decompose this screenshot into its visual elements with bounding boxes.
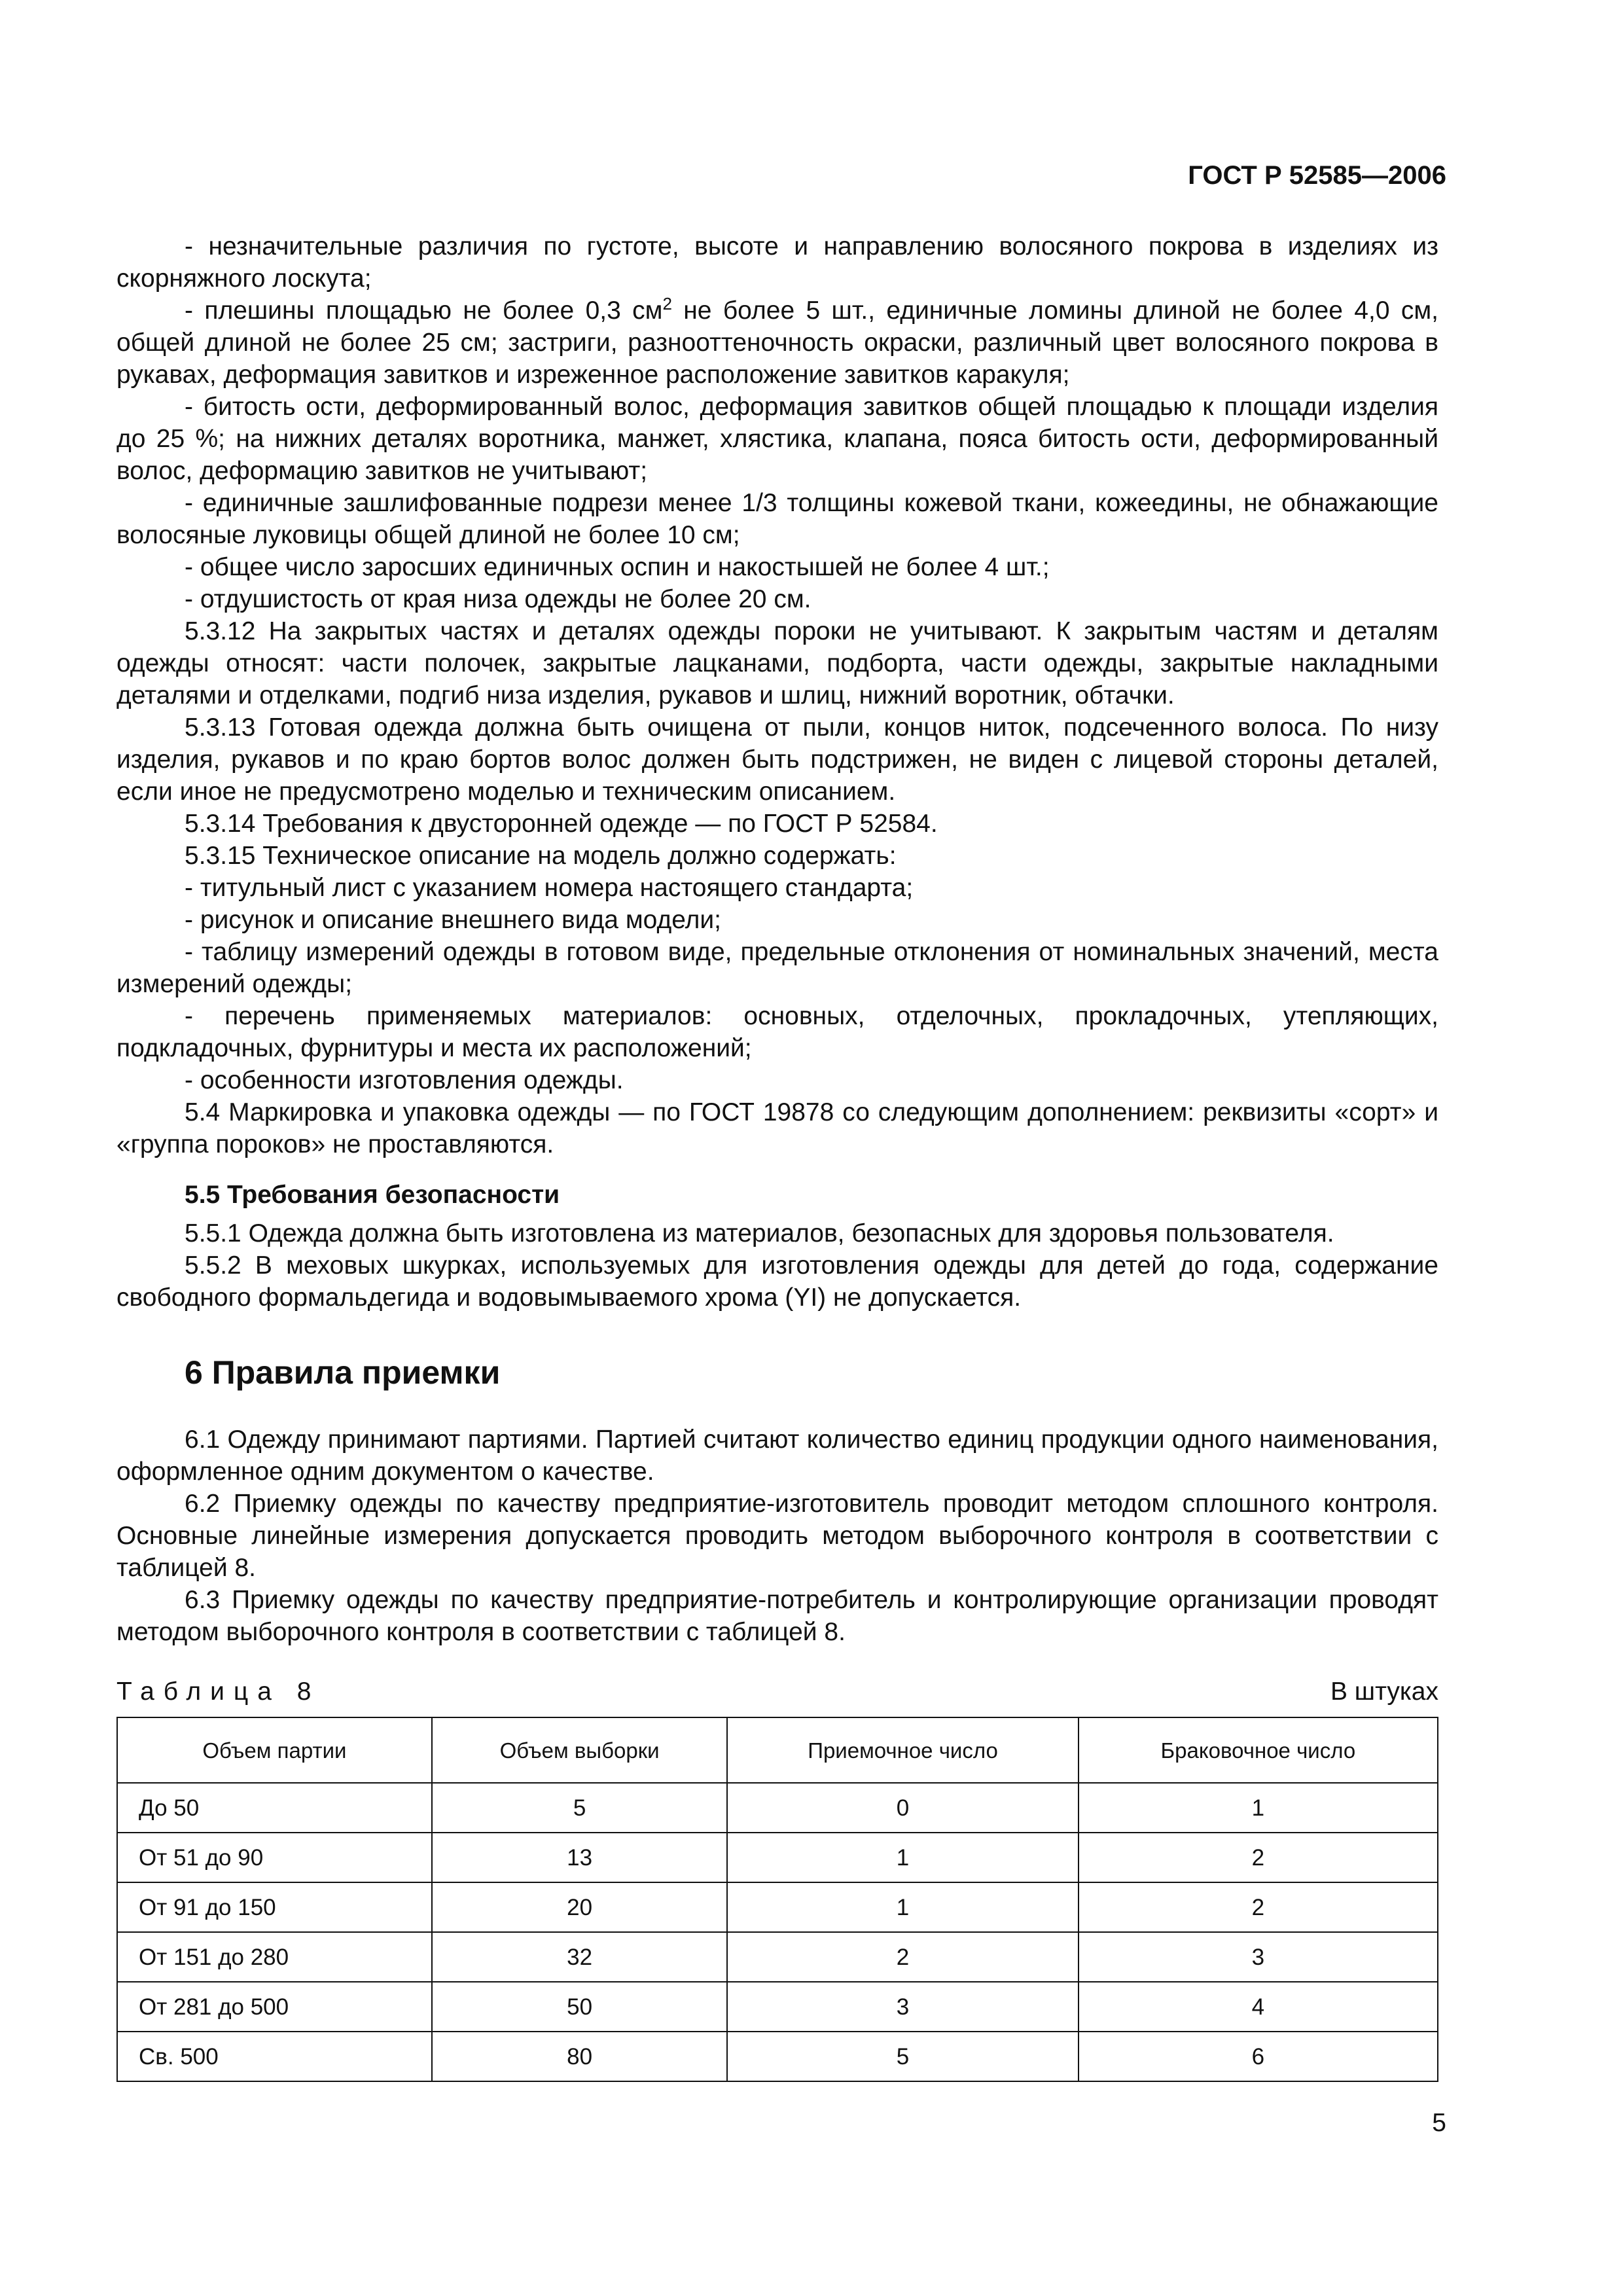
paragraph: 6.2 Приемку одежды по качеству предприятие-изготовитель проводит методом сплошного контроля. Основные линейные измерения допускается проводить методом выборочного контроля в соответствии с таблицей 8. xyxy=(116,1490,1438,1582)
paragraph: 5.3.13 Готовая одежда должна быть очищена от пыли, концов ниток, подсеченного волоса. По низу изделия, рукавов и по краю бортов волос должен быть подстрижен, не виден с лицевой стороны деталей, если иное не предусмотрено моделью и техническим описанием. xyxy=(116,713,1438,806)
table-row xyxy=(117,1932,1438,1982)
table-cell: 4 xyxy=(1079,1982,1438,2032)
table-units: В штуках xyxy=(1330,1677,1438,1706)
table-cell: От 51 до 90 xyxy=(117,1833,432,1882)
superscript: 2 xyxy=(662,294,672,314)
table-cell: 1 xyxy=(1079,1783,1438,1833)
table-cell: 50 xyxy=(432,1982,728,2032)
paragraph: 6.3 Приемку одежды по качеству предприятие-потребитель и контролирующие организации проводят методом выборочного контроля в соответствии с таблицей 8. xyxy=(116,1586,1438,1646)
page-number: 5 xyxy=(1432,2109,1446,2137)
paragraph: 5.5.1 Одежда должна быть изготовлена из материалов, безопасных для здоровья пользователя. xyxy=(185,1219,1334,1247)
table-header-row xyxy=(117,1717,1438,1783)
column-header: Приемочное число xyxy=(727,1717,1078,1783)
paragraph: - таблицу измерений одежды в готовом виде, предельные отклонения от номинальных значений, места измерений одежды; xyxy=(116,938,1438,998)
table-cell: 32 xyxy=(432,1932,728,1982)
column-header: Браковочное число xyxy=(1079,1717,1438,1783)
table-cell: 6 xyxy=(1079,2032,1438,2081)
paragraph-text: - плешины площадью не более 0,3 см xyxy=(185,296,663,325)
table-cell: 5 xyxy=(432,1783,728,1833)
table-cell: 80 xyxy=(432,2032,728,2081)
column-header: Объем выборки xyxy=(432,1717,728,1783)
paragraph: 5.4 Маркировка и упаковка одежды — по ГОСТ 19878 со следующим дополнением: реквизиты «сорт» и «группа пороков» не проставляются. xyxy=(116,1098,1438,1158)
paragraph: 5.3.15 Техническое описание на модель должно содержать: xyxy=(185,842,897,870)
table-cell: 20 xyxy=(432,1882,728,1932)
paragraph: - общее число заросших единичных оспин и накостышей не более 4 шт.; xyxy=(185,553,1050,581)
table-row xyxy=(117,2032,1438,2081)
table-cell: 3 xyxy=(727,1982,1078,2032)
document-body xyxy=(116,230,1438,2082)
table-caption: Таблица 8 xyxy=(116,1677,321,1706)
paragraph: - титульный лист с указанием номера настоящего стандарта; xyxy=(185,874,914,902)
paragraph: 5.3.12 На закрытых частях и деталях одежды пороки не учитывают. К закрытым частям и деталям одежды относят: части полочек, закрытые лацканами, подборта, части одежды, закрытые накладными деталями и отделками, подгиб низа изделия, рукавов и шлиц, нижний воротник, обтачки. xyxy=(116,617,1438,709)
paragraph: 5.5.2 В меховых шкурках, используемых для изготовления одежды для детей до года, содержание свободного формальдегида и водовымываемого хрома (YI) не допускается. xyxy=(116,1251,1438,1312)
paragraph-text: не более 5 шт., единичные ломины длиной не более 4,0 см, общей длиной не более 25 см; застриги, разнооттеночность окраски, различный цвет волосяного покрова в рукавах, деформация завитков и изреженное расположение завитков каракуля; xyxy=(116,296,1438,389)
table-cell: 5 xyxy=(727,2032,1078,2081)
table-cell: 3 xyxy=(1079,1932,1438,1982)
acceptance-table xyxy=(116,1717,1438,2082)
paragraph: - единичные зашлифованные подрези менее 1/3 толщины кожевой ткани, кожеедины, не обнажающие волосяные луковицы общей длиной не более 10 см; xyxy=(116,489,1438,549)
paragraph: 5.3.14 Требования к двусторонней одежде — по ГОСТ Р 52584. xyxy=(185,810,938,838)
paragraph: - незначительные различия по густоте, высоте и направлению волосяного покрова в изделиях из скорняжного лоскута; xyxy=(116,232,1438,293)
paragraph: - отдушистость от края низа одежды не более 20 см. xyxy=(185,585,812,613)
table-cell: 13 xyxy=(432,1833,728,1882)
table-row xyxy=(117,1882,1438,1932)
table-row xyxy=(117,1833,1438,1882)
table-cell: 0 xyxy=(727,1783,1078,1833)
paragraph: - перечень применяемых материалов: основных, отделочных, прокладочных, утепляющих, подкладочных, фурнитуры и места их расположений; xyxy=(116,1002,1438,1062)
subsection-heading: 5.5 Требования безопасности xyxy=(185,1181,560,1209)
table-cell: 1 xyxy=(727,1833,1078,1882)
section-heading: 6 Правила приемки xyxy=(185,1354,501,1391)
column-header: Объем партии xyxy=(117,1717,432,1783)
table-cell: От 151 до 280 xyxy=(117,1932,432,1982)
paragraph-with-superscript xyxy=(116,295,1438,391)
table-cell: 2 xyxy=(727,1932,1078,1982)
document-id-header: ГОСТ Р 52585—2006 xyxy=(1188,161,1446,190)
table-caption-row xyxy=(116,1676,1438,1708)
table-cell: До 50 xyxy=(117,1783,432,1833)
paragraph: 6.1 Одежду принимают партиями. Партией считают количество единиц продукции одного наименования, оформленное одним документом о качестве. xyxy=(116,1426,1438,1486)
table-cell: 2 xyxy=(1079,1833,1438,1882)
table-cell: Св. 500 xyxy=(117,2032,432,2081)
table-row xyxy=(117,1982,1438,2032)
table-cell: От 91 до 150 xyxy=(117,1882,432,1932)
paragraph: - битость ости, деформированный волос, деформация завитков общей площадью к площади изделия до 25 %; на нижних деталях воротника, манжет, хлястика, клапана, пояса битость ости, деформированный волос, деформацию завитков не учитывают; xyxy=(116,393,1438,485)
paragraph: - особенности изготовления одежды. xyxy=(185,1066,624,1094)
table-cell: От 281 до 500 xyxy=(117,1982,432,2032)
paragraph: - рисунок и описание внешнего вида модели; xyxy=(185,906,721,934)
table-cell: 2 xyxy=(1079,1882,1438,1932)
table-cell: 1 xyxy=(727,1882,1078,1932)
table-row xyxy=(117,1783,1438,1833)
